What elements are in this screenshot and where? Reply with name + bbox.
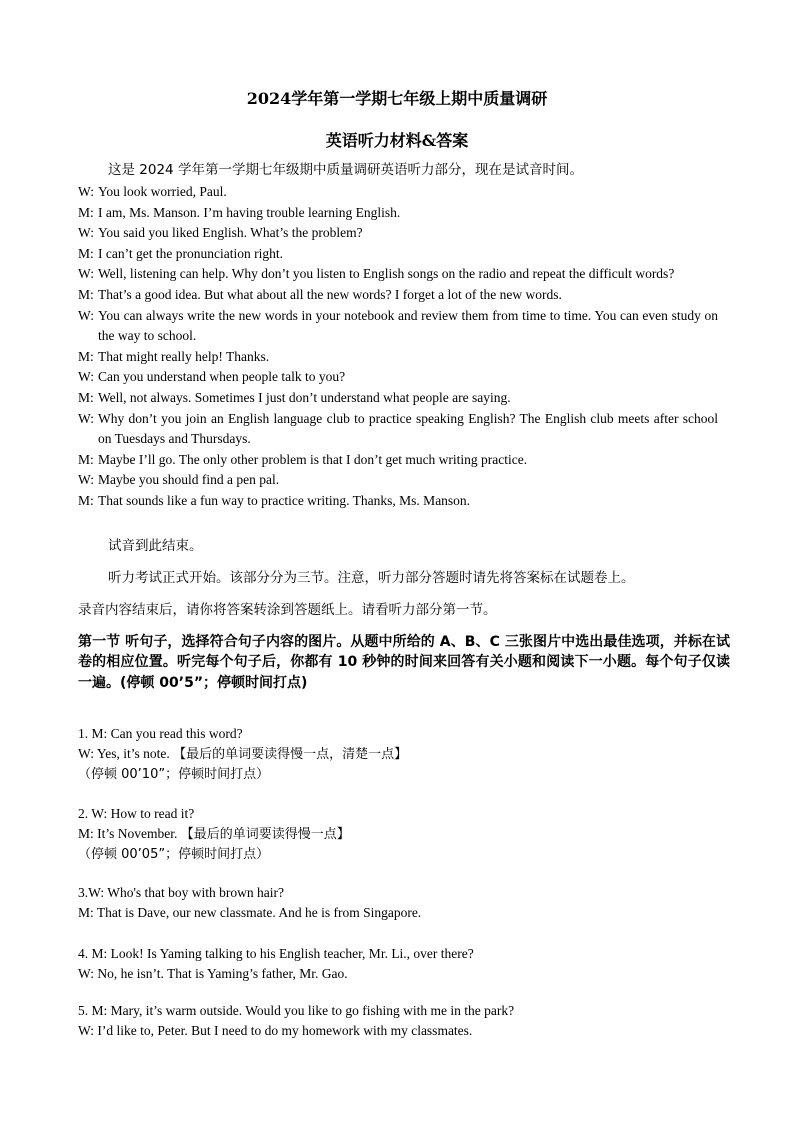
- dialogue-text: That’s a good idea. But what about all the new words? I forget a lot of the new words.: [98, 286, 562, 302]
- dialogue-text: Maybe you should find a pen pal.: [98, 472, 280, 488]
- speaker-label: M:: [78, 389, 94, 405]
- speaker-label: M:: [78, 451, 94, 467]
- dialogue-text: Maybe I’ll go. The only other problem is that I don’t get much writing practice.: [98, 451, 528, 467]
- dialogue-line: [78, 223, 718, 244]
- question-1: [78, 724, 738, 785]
- dialogue-line: [78, 388, 718, 409]
- dialogue-text: Can you understand when people talk to you?: [98, 369, 346, 385]
- dialogue-text: Well, not always. Sometimes I just don’t understand what people are saying.: [98, 389, 511, 405]
- speaker-label: W:: [78, 184, 94, 199]
- test-end-text: 试音到此结束。: [108, 538, 203, 554]
- speaker-label: W:: [78, 369, 94, 385]
- section-1-heading: 第一节 听句子，选择符合句子内容的图片。从题中所给的 A、B、C 三张图片中选出最佳选项，并标在试卷的相应位置。听完每个句子后，你都有 10 秒钟的时间来回答有关小题和阅读下一小题。每个句子仅读一遍。(停顿 00’5”；停顿时间打点): [78, 634, 730, 691]
- dialogue-text: You can always write the new words in your notebook and review them from time to time. You can even study on the way to school.: [98, 307, 718, 344]
- speaker-label: M:: [78, 204, 94, 220]
- page-subtitle: 英语听力材料&答案: [325, 131, 469, 150]
- question-line: [78, 824, 738, 845]
- question-line: 4. M: Look! Is Yaming talking to his English teacher, Mr. Li., over there?: [78, 946, 474, 961]
- question-4: [78, 944, 738, 984]
- dialogue-line: [78, 244, 718, 265]
- question-line: 3.W: Who's that boy with brown hair?: [78, 885, 285, 900]
- dialogue-text: You said you liked English. What’s the problem?: [98, 225, 363, 241]
- dialogue-text: Why don’t you join an English language club to practice speaking English? The English club meets after school on Tuesdays and Thursdays.: [98, 410, 718, 447]
- pause-note: （停顿 00’10”；停顿时间打点）: [78, 767, 270, 782]
- question-2: [78, 804, 738, 865]
- reading-note: 【最后的单词要读得慢一点】: [180, 827, 350, 842]
- dialogue-line: [78, 450, 718, 471]
- question-5: [78, 1001, 738, 1041]
- speaker-label: M:: [78, 348, 94, 364]
- dialogue-line: [78, 285, 718, 306]
- speaker-label: W:: [78, 472, 94, 488]
- answer-text: M: It’s November.: [78, 826, 178, 841]
- speaker-label: M:: [78, 492, 94, 508]
- question-line: W: I’d like to, Peter. But I need to do my homework with my classmates.: [78, 1023, 473, 1038]
- speaker-label: M:: [78, 286, 94, 302]
- pause-note: （停顿 00’05”；停顿时间打点）: [78, 847, 270, 862]
- speaker-label: W:: [78, 225, 94, 241]
- dialogue-text: That sounds like a fun way to practice writing. Thanks, Ms. Manson.: [98, 492, 471, 508]
- intro-text: 这是 2024 学年第一学期七年级期中质量调研英语听力部分，现在是试音时间。: [108, 162, 583, 178]
- question-line: 1. M: Can you read this word?: [78, 726, 243, 741]
- page-title: 2024学年第一学期七年级上期中质量调研: [246, 89, 548, 108]
- speaker-label: W:: [78, 266, 94, 282]
- dialogue-line: [78, 491, 718, 512]
- dialogue-line: [78, 182, 718, 203]
- dialogue-line: [78, 203, 718, 224]
- question-line: W: No, he isn’t. That is Yaming’s father, Mr. Gao.: [78, 966, 348, 981]
- dialogue-text: I can’t get the pronunciation right.: [98, 245, 283, 261]
- question-line: 5. M: Mary, it’s warm outside. Would you like to go fishing with me in the park?: [78, 1003, 515, 1018]
- speaker-label: M:: [78, 245, 94, 261]
- question-line: [78, 744, 738, 765]
- dialogue-line: [78, 367, 718, 388]
- dialogue-line: [78, 264, 718, 285]
- answer-text: W: Yes, it’s note.: [78, 746, 170, 761]
- dialogue-text: I am, Ms. Manson. I’m having trouble learning English.: [98, 204, 401, 220]
- question-line: 2. W: How to read it?: [78, 806, 195, 821]
- dialogue-line: [78, 347, 718, 368]
- speaker-label: W:: [78, 410, 94, 426]
- dialogue-text: That might really help! Thanks.: [98, 348, 270, 364]
- reading-note: 【最后的单词要读得慢一点，清楚一点】: [173, 747, 408, 762]
- instructions-line-2: 录音内容结束后，请你将答案转涂到答题纸上。请看听力部分第一节。: [78, 602, 497, 618]
- dialogue-text: Well, listening can help. Why don’t you listen to English songs on the radio and repeat the difficult words?: [98, 266, 675, 282]
- dialogue-line: [78, 306, 718, 347]
- dialogue-text: You look worried, Paul.: [98, 184, 227, 199]
- question-line: M: That is Dave, our new classmate. And he is from Singapore.: [78, 905, 422, 920]
- dialogue-line: [78, 470, 718, 491]
- dialogue: [78, 182, 718, 512]
- question-3: [78, 883, 738, 923]
- dialogue-line: [78, 409, 718, 450]
- speaker-label: W:: [78, 307, 94, 323]
- instructions-line-1: 听力考试正式开始。该部分分为三节。注意，听力部分答题时请先将答案标在试题卷上。: [108, 570, 635, 586]
